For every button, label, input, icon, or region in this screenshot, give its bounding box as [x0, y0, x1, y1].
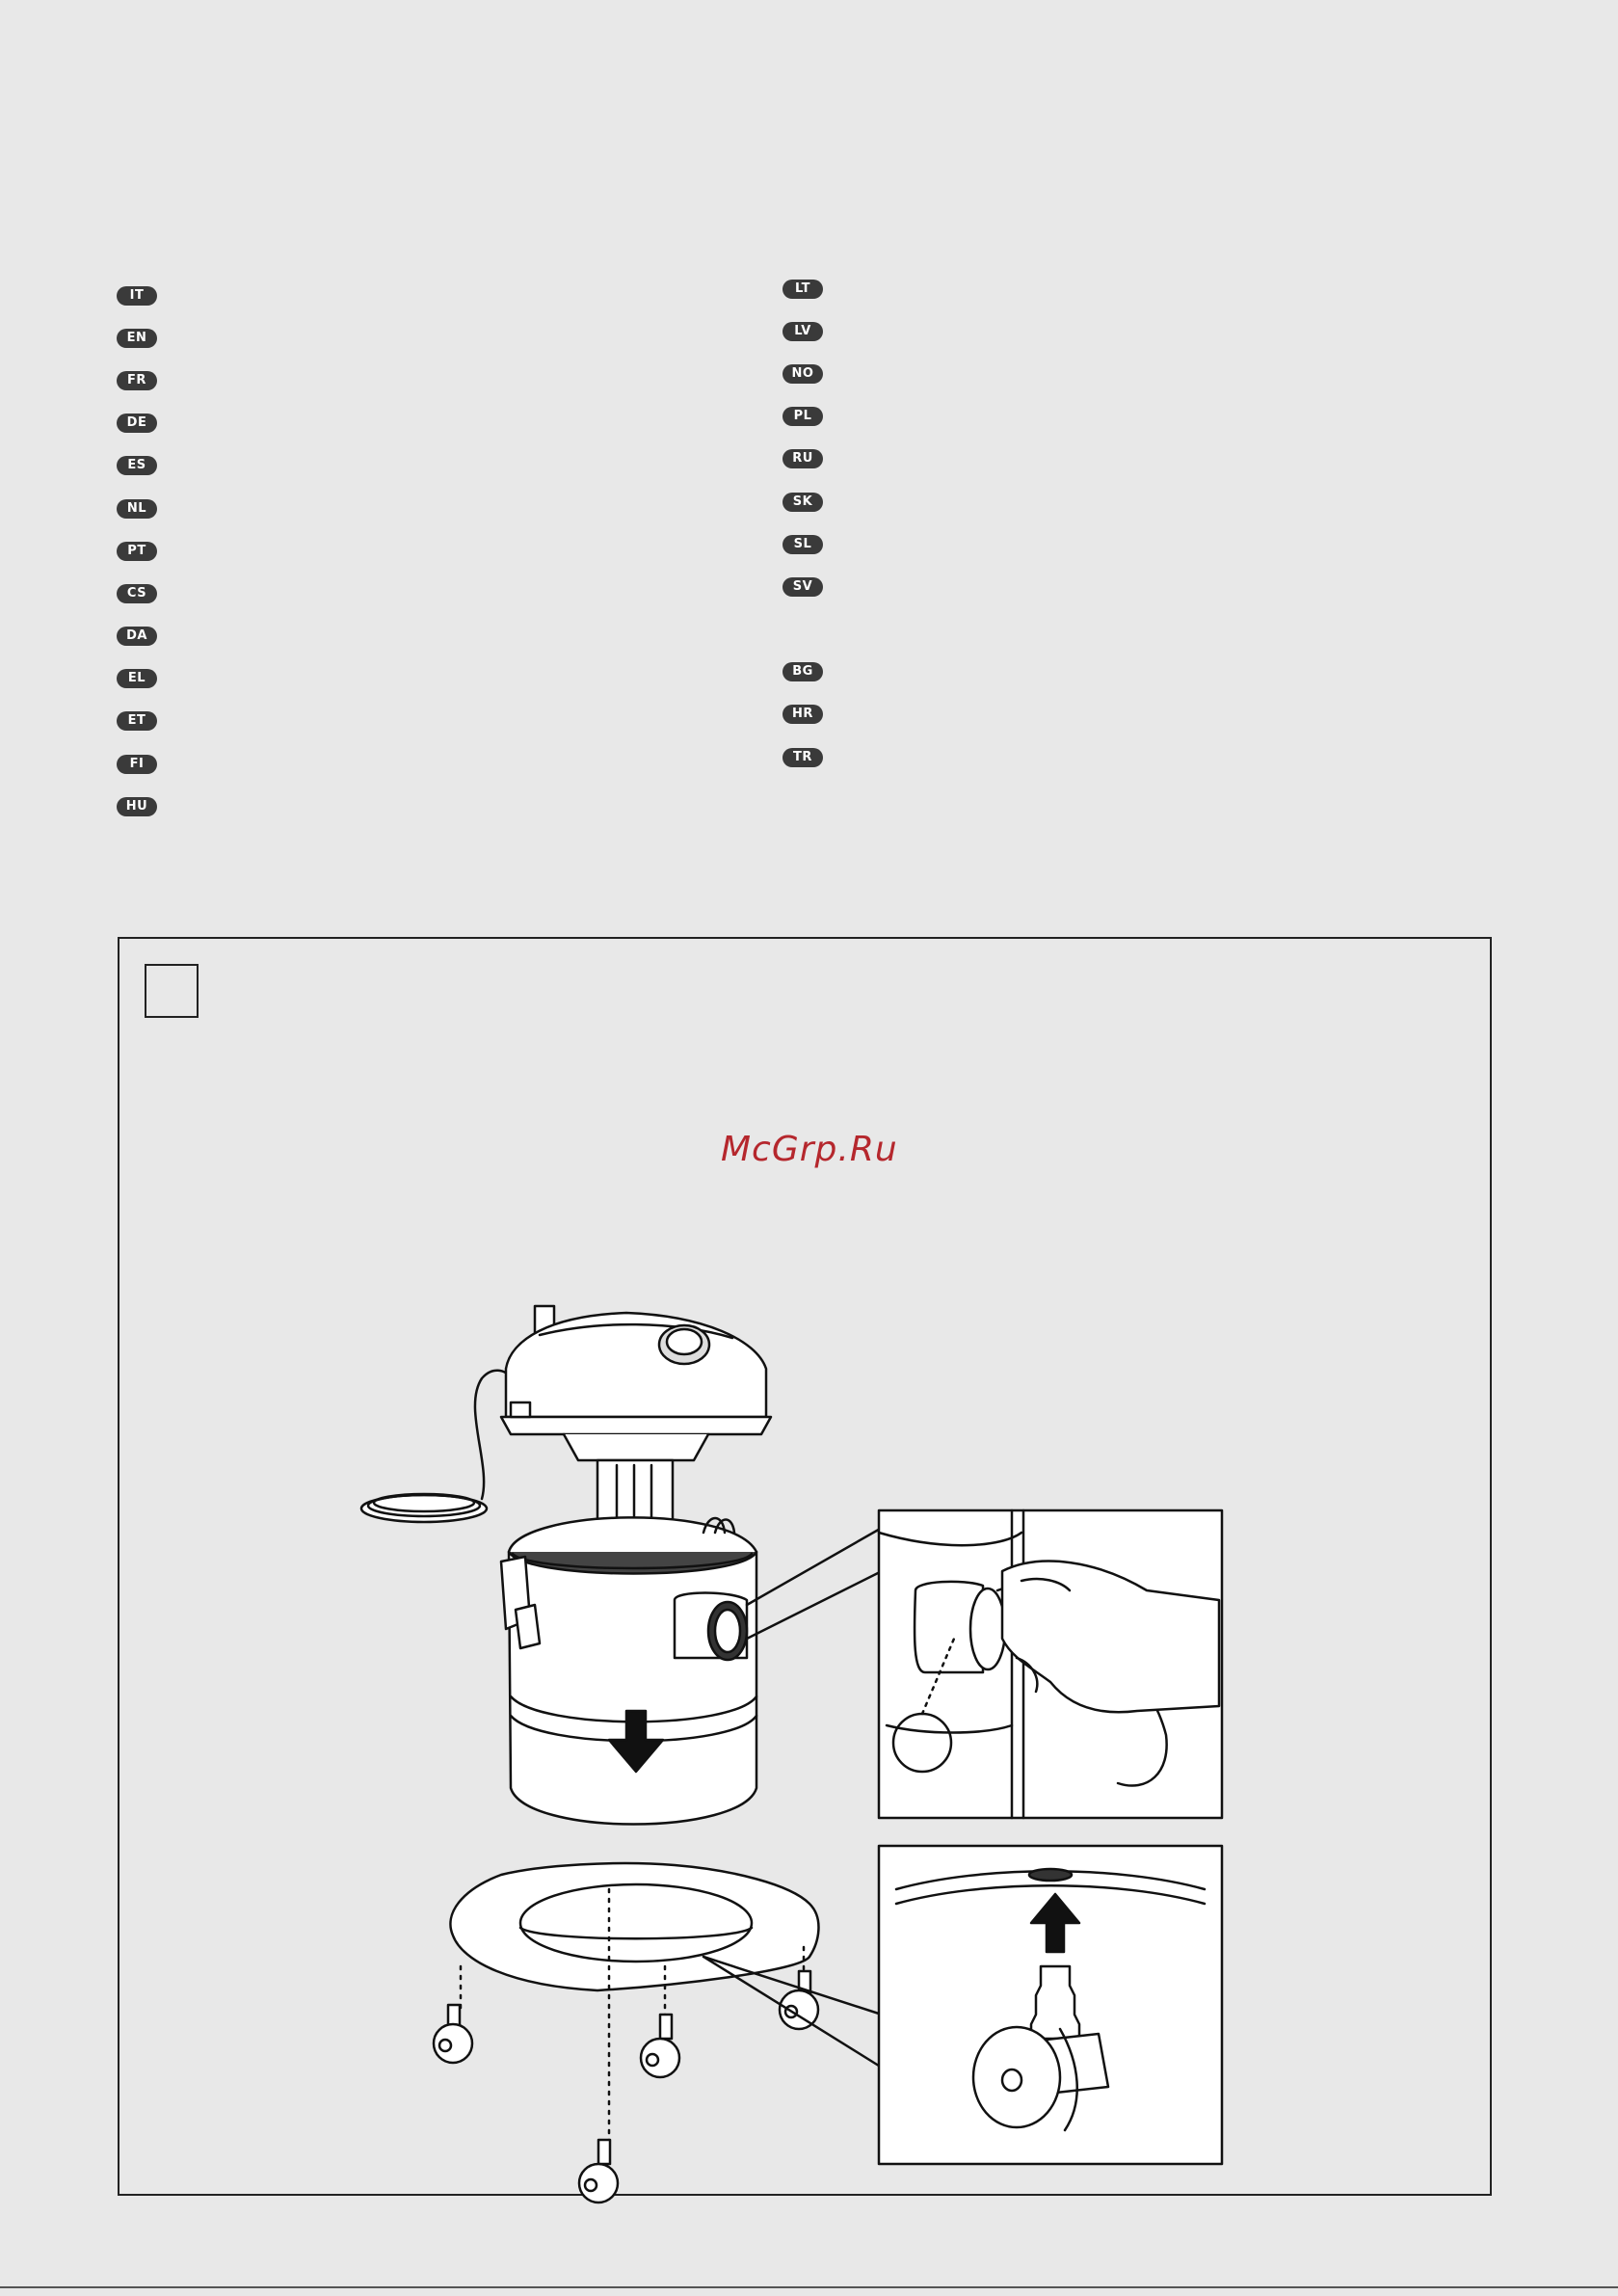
- watermark: McGrp.Ru: [721, 1130, 898, 1169]
- footer-rule: [0, 2286, 1618, 2288]
- language-badge-cs: CS: [117, 584, 157, 603]
- detail-hose-insertion: [879, 1510, 1222, 1818]
- language-badge-sv: SV: [782, 577, 823, 597]
- language-badge-en: EN: [117, 329, 157, 348]
- language-badge-hu: HU: [117, 797, 157, 816]
- drum-container-icon: [501, 1517, 756, 1824]
- language-badge-ru: RU: [782, 449, 823, 468]
- language-badge-de: DE: [117, 414, 157, 433]
- language-badge-pl: PL: [782, 407, 823, 426]
- motor-head-icon: [501, 1306, 771, 1538]
- language-badge-lt: LT: [782, 280, 823, 299]
- language-badge-tr: TR: [782, 748, 823, 767]
- language-badge-el: EL: [117, 669, 157, 688]
- detail-castor-insertion: [879, 1846, 1222, 2164]
- language-badge-hr: HR: [782, 705, 823, 724]
- language-badge-no: NO: [782, 364, 823, 384]
- language-badge-es: ES: [117, 456, 157, 475]
- language-badge-da: DA: [117, 627, 157, 646]
- castor-wheel-icon: [434, 1971, 818, 2203]
- language-badge-lv: LV: [782, 322, 823, 341]
- language-badge-sk: SK: [782, 493, 823, 512]
- language-badge-fi: FI: [117, 755, 157, 774]
- language-badge-pt: PT: [117, 542, 157, 561]
- language-badge-it: IT: [117, 286, 157, 306]
- castor-base-icon: [450, 1863, 818, 2145]
- power-cord-icon: [361, 1371, 511, 1522]
- language-badge-et: ET: [117, 711, 157, 731]
- language-badge-sl: SL: [782, 535, 823, 554]
- language-badge-bg: BG: [782, 662, 823, 681]
- language-badge-nl: NL: [117, 499, 157, 519]
- language-badge-fr: FR: [117, 371, 157, 390]
